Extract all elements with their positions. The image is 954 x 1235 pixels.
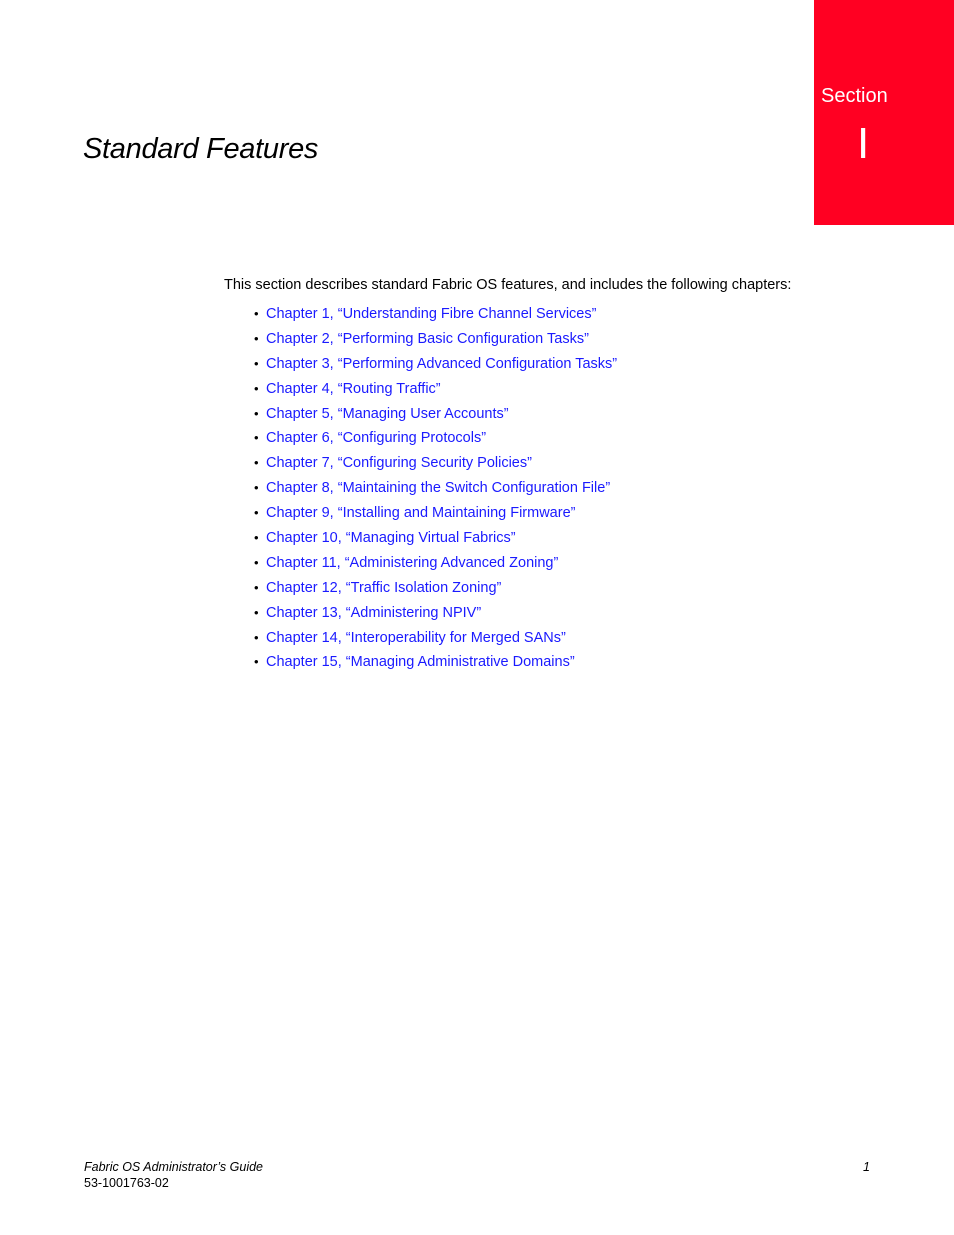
chapter-link-14[interactable]: Chapter 14, “Interoperability for Merged SANs” [266,629,566,646]
section-label: Section [821,85,888,107]
chapter-link-11[interactable]: Chapter 11, “Administering Advanced Zoning” [266,554,559,571]
chapter-list-item [254,428,617,453]
intro-paragraph: This section describes standard Fabric OS features, and includes the following chapters: [224,277,792,293]
chapter-list-item [254,304,617,329]
chapter-link-7[interactable]: Chapter 7, “Configuring Security Policies” [266,455,532,472]
chapter-list-item [254,354,617,379]
chapter-link-15[interactable]: Chapter 15, “Managing Administrative Domains” [266,654,575,671]
chapter-link-10[interactable]: Chapter 10, “Managing Virtual Fabrics” [266,530,516,547]
footer-guide-title: Fabric OS Administrator’s Guide [84,1160,263,1174]
bullet-icon: • [254,654,259,670]
chapter-list [254,304,617,677]
bullet-icon: • [254,306,259,321]
chapter-link-5[interactable]: Chapter 5, “Managing User Accounts” [266,405,509,422]
bullet-icon: • [254,554,259,570]
chapter-list-item [254,453,617,478]
chapter-list-item [254,478,617,503]
bullet-icon: • [254,405,259,421]
footer-page-number: 1 [863,1160,870,1174]
section-tab [814,0,954,225]
chapter-list-item [254,553,617,578]
bullet-icon: • [254,579,259,595]
chapter-link-13[interactable]: Chapter 13, “Administering NPIV” [266,604,482,621]
chapter-link-6[interactable]: Chapter 6, “Configuring Protocols” [266,430,487,447]
chapter-link-3[interactable]: Chapter 3, “Performing Advanced Configuration Tasks” [266,355,618,372]
chapter-list-item [254,404,617,429]
bullet-icon: • [254,455,259,471]
chapter-list-item [254,329,617,354]
chapter-list-item [254,628,617,653]
bullet-icon: • [254,480,259,496]
chapter-link-8[interactable]: Chapter 8, “Maintaining the Switch Configuration File” [266,480,611,497]
chapter-list-item [254,603,617,628]
chapter-list-item [254,578,617,603]
chapter-link-2[interactable]: Chapter 2, “Performing Basic Configuration Tasks” [266,330,589,347]
chapter-link-9[interactable]: Chapter 9, “Installing and Maintaining Firmware” [266,505,576,522]
bullet-icon: • [254,380,259,396]
section-numeral: I [857,119,870,168]
bullet-icon: • [254,530,259,546]
chapter-list-item [254,503,617,528]
chapter-link-12[interactable]: Chapter 12, “Traffic Isolation Zoning” [266,579,502,596]
bullet-icon: • [254,430,259,446]
bullet-icon: • [254,330,259,346]
footer-doc-number: 53-1001763-02 [84,1176,169,1190]
chapter-link-1[interactable]: Chapter 1, “Understanding Fibre Channel Services” [266,306,597,322]
page-title: Standard Features [83,133,319,165]
bullet-icon: • [254,505,259,521]
chapter-list-item [254,379,617,404]
footer-left [84,1159,263,1191]
chapter-list-item [254,528,617,553]
chapter-link-4[interactable]: Chapter 4, “Routing Traffic” [266,380,441,397]
chapter-list-item [254,652,617,677]
bullet-icon: • [254,355,259,371]
bullet-icon: • [254,629,259,645]
bullet-icon: • [254,604,259,620]
